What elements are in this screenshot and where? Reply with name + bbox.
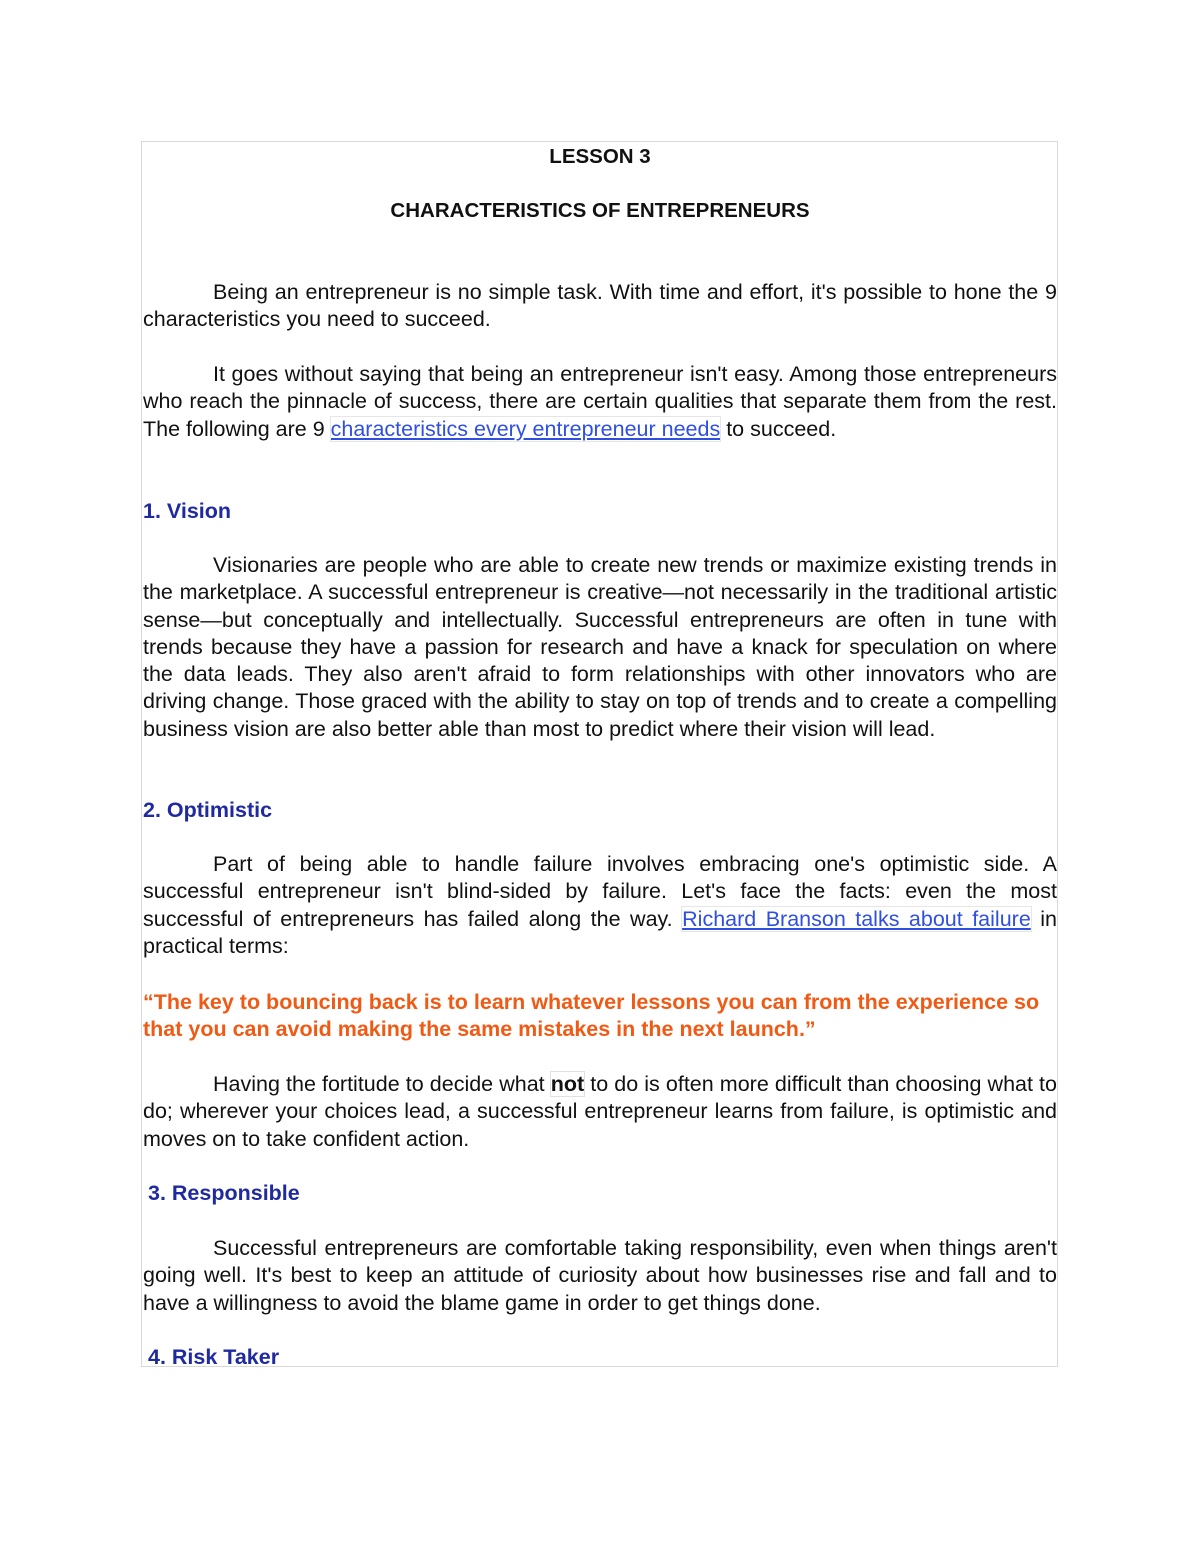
section-heading-risk-taker: 4. Risk Taker xyxy=(148,1345,280,1367)
responsible-paragraph: Successful entrepreneurs are comfortable taking responsibility, even when things aren't going well. It's best to keep an attitude of curiosity about how businesses rise and fall and to have a willingness to avoid the blame game in order to get things done. xyxy=(143,1236,1057,1315)
branson-quote: “The key to bouncing back is to learn whatever lessons you can from the experience so that you can avoid making the same mistakes in the next launch.” xyxy=(143,990,1040,1042)
branson-failure-link[interactable]: Richard Branson talks about failure xyxy=(682,906,1031,931)
fortitude-paragraph-text: Having the fortitude to decide what xyxy=(213,1072,551,1096)
fortitude-paragraph-tail: to do is often more difficult than choosing what to do; wherever your choices lead, a successful entrepreneur learns from failure, is optimistic and moves on to take confident action. xyxy=(143,1072,1057,1151)
lesson-title: LESSON 3 xyxy=(549,145,651,168)
chapter-title: CHARACTERISTICS OF ENTREPRENEURS xyxy=(390,199,810,222)
vision-paragraph: Visionaries are people who are able to create new trends or maximize existing trends in the marketplace. A successful entrepreneur is creative—not necessarily in the traditional artistic sense—but conceptually and intellectually. Successful entrepreneurs are often in tune with trends because they have a passion for research and have a knack for speculation on where the data leads. They also aren't afraid to form relationships with other innovators who are driving change. Those graced with the ability to stay on top of trends and to create a compelling business vision are also better able than most to predict where their vision will lead. xyxy=(143,553,1057,741)
characteristics-link[interactable]: characteristics every entrepreneur needs xyxy=(330,416,721,441)
optimistic-paragraph-tail: in practical terms: xyxy=(143,906,1057,958)
section-heading-optimistic: 2. Optimistic xyxy=(143,798,273,822)
document-page xyxy=(141,141,1058,1367)
fortitude-paragraph xyxy=(143,1071,1057,1153)
optimistic-paragraph xyxy=(143,851,1057,960)
optimistic-paragraph-text: Part of being able to handle failure involves embracing one's optimistic side. A successful entrepreneur isn't blind-sided by failure. Let's face the facts: even the most successful of entrepreneurs has failed along the way. xyxy=(143,852,1057,931)
emphasis-not: not xyxy=(550,1072,585,1096)
intro-paragraph-2 xyxy=(143,361,1057,443)
intro-paragraph-2-text: It goes without saying that being an entrepreneur isn't easy. Among those entrepreneurs who reach the pinnacle of success, there are certain qualities that separate them from the rest. The following are 9 xyxy=(143,362,1057,441)
section-heading-vision: 1. Vision xyxy=(143,499,232,523)
intro-paragraph-2-tail: to succeed. xyxy=(720,416,837,441)
section-heading-responsible: 3. Responsible xyxy=(148,1181,300,1205)
intro-paragraph-1: Being an entrepreneur is no simple task. With time and effort, it's possible to hone the 9 characteristics you need to succeed. xyxy=(143,280,1057,332)
